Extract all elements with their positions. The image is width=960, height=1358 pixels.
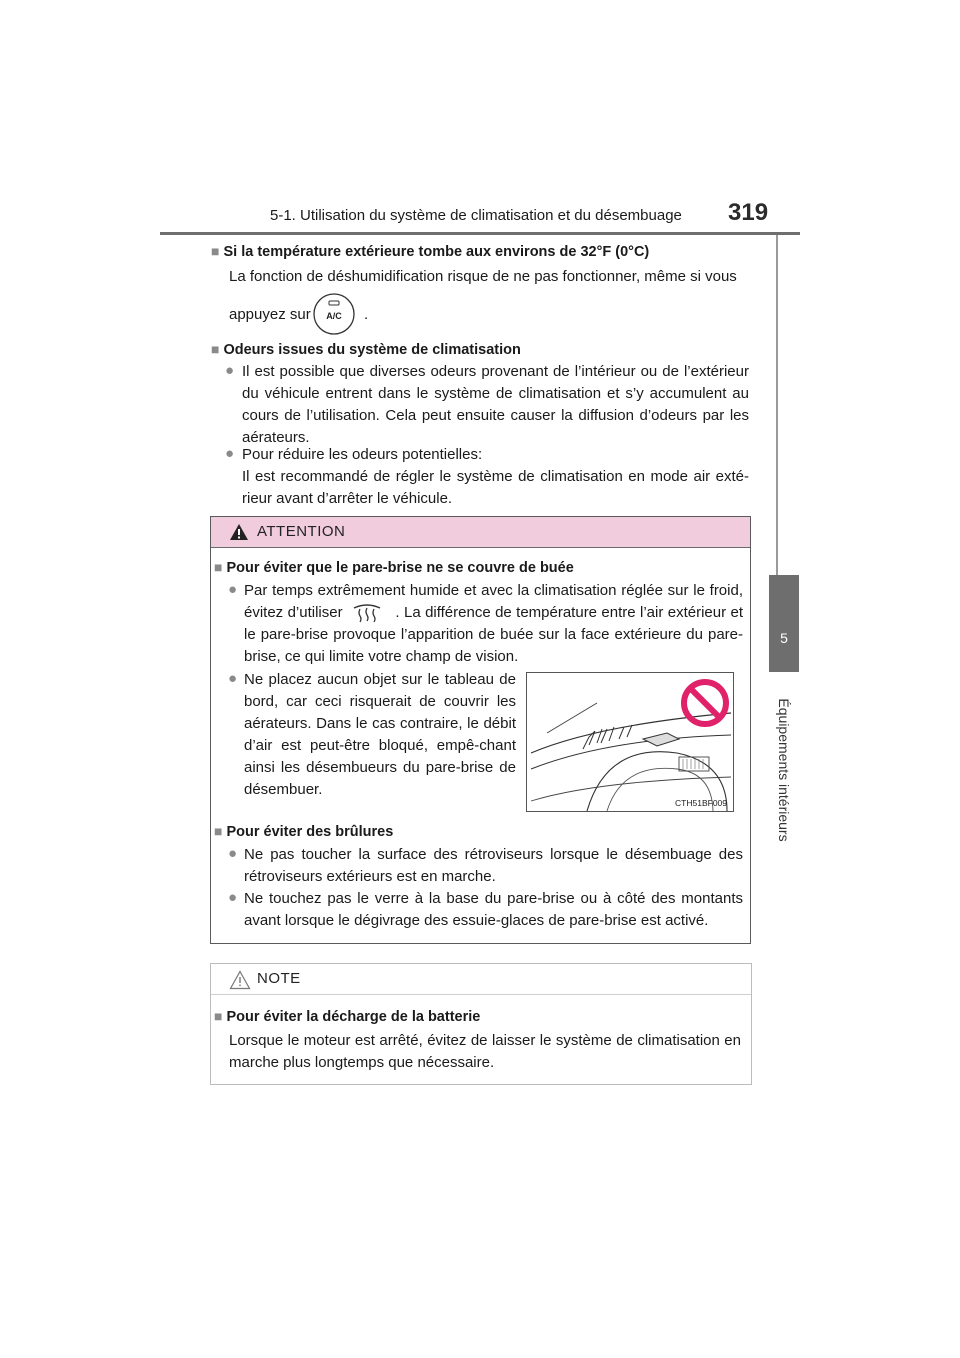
- bullet-dot-icon: ●: [228, 845, 238, 862]
- warning-triangle-icon: [229, 523, 249, 541]
- square-bullet-icon: ■: [211, 243, 220, 259]
- attention-sub1-bullet1: Par temps extrêmement humide et avec la climatisation réglée sur le froid, évitez d’utiliser . La différence de température entre l’air extérieur et le pare-brise provoque l’apparition de buée sur la face extérieure du pare-brise, ce qui limite votre champ de vision.: [244, 582, 744, 665]
- note-sub-heading: ■ Pour éviter la décharge de la batterie: [214, 1008, 481, 1025]
- svg-text:CTH51BF009: CTH51BF009: [675, 798, 727, 808]
- square-bullet-icon: ■: [214, 1008, 223, 1024]
- section2-bullet2-line1: Pour réduire les odeurs potentielles:: [242, 446, 483, 463]
- section2-heading: ■ Odeurs issues du système de climatisation: [211, 341, 521, 358]
- attention-sub1-heading: ■ Pour éviter que le pare-brise ne se couvre de buée: [214, 559, 574, 576]
- note-label: NOTE: [257, 970, 301, 987]
- chapter-tab: [769, 575, 799, 672]
- bullet-dot-icon: ●: [228, 889, 238, 906]
- rear-defroster-icon: [350, 600, 384, 631]
- attention-sub2-bullet1: Ne pas toucher la surface des rétroviseurs lorsque le désembuage des rétroviseurs extérieurs est en marche.: [244, 846, 743, 885]
- svg-text:A/C: A/C: [326, 311, 342, 321]
- bullet-dot-icon: ●: [228, 581, 238, 598]
- bullet-dot-icon: ●: [225, 445, 235, 462]
- section-title: 5-1. Utilisation du système de climatisation et du désembuage: [270, 207, 682, 224]
- caution-triangle-icon: [229, 970, 251, 990]
- page-number: 319: [728, 199, 769, 226]
- attention-sub2-heading: ■ Pour éviter des brûlures: [214, 823, 394, 840]
- section1-heading: ■ Si la température extérieure tombe aux environs de 32°F (0°C): [211, 243, 650, 260]
- square-bullet-icon: ■: [211, 341, 220, 357]
- bullet-dot-icon: ●: [225, 362, 235, 379]
- attention-sub2-bullet2: Ne touchez pas le verre à la base du pare-brise ou à côté des montants avant lorsque le dégivrage des essuie-glaces de pare-brise est activé.: [244, 890, 743, 929]
- chapter-number: 5: [780, 630, 788, 646]
- section1-text: La fonction de déshumidification risque de ne pas fonctionner, même si vous: [229, 268, 737, 285]
- side-rule: [776, 235, 778, 575]
- square-bullet-icon: ■: [214, 823, 223, 839]
- chapter-label: Équipements intérieurs: [776, 698, 792, 842]
- section1-text-after-icon: .: [364, 306, 369, 323]
- attention-header: [211, 517, 750, 548]
- dashboard-figure: [526, 672, 734, 812]
- section2-bullet2-line2: Il est recommandé de régler le système de climatisation en mode air exté-rieur avant d’arrêter le véhicule.: [242, 468, 749, 507]
- bullet-dot-icon: ●: [228, 670, 238, 687]
- section2-bullet1: Il est possible que diverses odeurs provenant de l’intérieur ou de l’extérieur du véhicule entrent dans le système de climatisation et s’y accumulent au cours de l’utilisation. Cela peut ensuite causer la diffusion d’odeurs par les aérateurs.: [242, 363, 749, 446]
- section1-text-before-icon: appuyez sur: [229, 306, 311, 323]
- attention-sub1-bullet2: Ne placez aucun objet sur le tableau de bord, car ceci risquerait de couvrir les aérateurs. Dans le cas contraire, le débit d’air est peut-être bloqué, empê-chant ainsi les désembueurs du pare-brise de désembuer.: [244, 671, 516, 798]
- note-text: Lorsque le moteur est arrêté, évitez de laisser le système de climatisation en marche plus longtemps que nécessaire.: [229, 1032, 741, 1071]
- note-header: [211, 964, 751, 995]
- header-rule: [160, 232, 800, 235]
- prohibition-icon: [684, 682, 726, 724]
- ac-button-icon: [312, 292, 356, 341]
- attention-label: ATTENTION: [257, 523, 346, 540]
- square-bullet-icon: ■: [214, 559, 223, 575]
